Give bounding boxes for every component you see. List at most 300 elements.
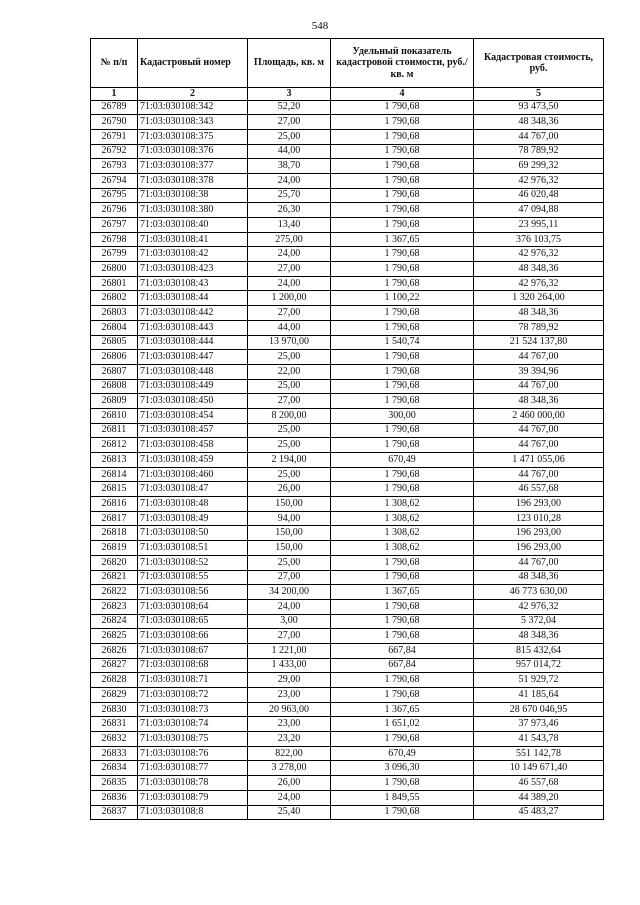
unit-value-cell: 1 367,65 — [331, 232, 474, 247]
unit-value-cell: 1 790,68 — [331, 732, 474, 747]
row-number-cell: 26815 — [91, 482, 138, 497]
table-row — [91, 614, 604, 629]
table-row — [91, 673, 604, 688]
row-number-cell: 26789 — [91, 100, 138, 115]
unit-value-cell: 670,49 — [331, 453, 474, 468]
table-row — [91, 394, 604, 409]
unit-value-cell: 1 790,68 — [331, 482, 474, 497]
unit-value-cell: 1 790,68 — [331, 599, 474, 614]
unit-value-cell: 667,84 — [331, 658, 474, 673]
cadastral-number-cell: 71:03:030108:42 — [138, 247, 248, 262]
row-number-cell: 26820 — [91, 555, 138, 570]
row-number-cell: 26809 — [91, 394, 138, 409]
cadastral-number-cell: 71:03:030108:65 — [138, 614, 248, 629]
row-number-cell: 26801 — [91, 276, 138, 291]
unit-value-cell: 1 790,68 — [331, 673, 474, 688]
table-row — [91, 658, 604, 673]
table-row — [91, 805, 604, 820]
area-cell: 25,00 — [248, 379, 331, 394]
table-row — [91, 247, 604, 262]
row-number-cell: 26794 — [91, 173, 138, 188]
area-cell: 1 221,00 — [248, 643, 331, 658]
area-cell: 20 963,00 — [248, 702, 331, 717]
cadastral-value-cell: 41 185,64 — [474, 688, 604, 703]
cadastral-value-cell: 41 543,78 — [474, 732, 604, 747]
area-cell: 23,00 — [248, 688, 331, 703]
unit-value-cell: 1 790,68 — [331, 100, 474, 115]
unit-value-cell: 1 367,65 — [331, 585, 474, 600]
unit-value-cell: 1 308,62 — [331, 511, 474, 526]
table-row — [91, 335, 604, 350]
cadastral-value-cell: 46 773 630,00 — [474, 585, 604, 600]
cadastral-number-cell: 71:03:030108:375 — [138, 129, 248, 144]
area-cell: 1 433,00 — [248, 658, 331, 673]
row-number-cell: 26828 — [91, 673, 138, 688]
unit-value-cell: 1 790,68 — [331, 379, 474, 394]
table-row — [91, 570, 604, 585]
unit-value-cell: 1 790,68 — [331, 144, 474, 159]
cadastral-value-cell: 44 767,00 — [474, 379, 604, 394]
cadastral-value-cell: 1 320 264,00 — [474, 291, 604, 306]
area-cell: 25,00 — [248, 423, 331, 438]
unit-value-cell: 1 367,65 — [331, 702, 474, 717]
unit-value-cell: 1 790,68 — [331, 350, 474, 365]
table-row — [91, 379, 604, 394]
table-row — [91, 541, 604, 556]
row-number-cell: 26829 — [91, 688, 138, 703]
row-number-cell: 26805 — [91, 335, 138, 350]
table-row — [91, 100, 604, 115]
table-body — [91, 100, 604, 820]
row-number-cell: 26830 — [91, 702, 138, 717]
cadastral-value-cell: 551 142,78 — [474, 746, 604, 761]
unit-value-cell: 1 790,68 — [331, 629, 474, 644]
table-row — [91, 643, 604, 658]
cadastral-number-cell: 71:03:030108:55 — [138, 570, 248, 585]
unit-value-cell: 1 790,68 — [331, 247, 474, 262]
cadastral-number-cell: 71:03:030108:342 — [138, 100, 248, 115]
area-cell: 44,00 — [248, 144, 331, 159]
cadastral-value-cell: 123 010,28 — [474, 511, 604, 526]
table-row — [91, 276, 604, 291]
cadastral-number-cell: 71:03:030108:458 — [138, 438, 248, 453]
table-row — [91, 629, 604, 644]
cadastral-value-cell: 196 293,00 — [474, 497, 604, 512]
cadastral-number-cell: 71:03:030108:52 — [138, 555, 248, 570]
unit-value-cell: 1 849,55 — [331, 790, 474, 805]
row-number-cell: 26827 — [91, 658, 138, 673]
cadastral-value-cell: 44 767,00 — [474, 129, 604, 144]
cadastral-number-cell: 71:03:030108:40 — [138, 218, 248, 233]
table-row — [91, 159, 604, 174]
row-number-cell: 26835 — [91, 776, 138, 791]
cadastral-value-cell: 51 929,72 — [474, 673, 604, 688]
cadastral-value-cell: 44 389,20 — [474, 790, 604, 805]
unit-value-cell: 300,00 — [331, 408, 474, 423]
unit-value-cell: 1 790,68 — [331, 188, 474, 203]
cadastral-value-cell: 42 976,32 — [474, 173, 604, 188]
unit-value-cell: 1 790,68 — [331, 467, 474, 482]
table-row — [91, 306, 604, 321]
table-row — [91, 218, 604, 233]
row-number-cell: 26821 — [91, 570, 138, 585]
table-row — [91, 438, 604, 453]
table-row — [91, 188, 604, 203]
table-row — [91, 129, 604, 144]
cadastral-number-cell: 71:03:030108:43 — [138, 276, 248, 291]
unit-value-cell: 1 790,68 — [331, 262, 474, 277]
area-cell: 24,00 — [248, 173, 331, 188]
unit-value-cell: 1 308,62 — [331, 497, 474, 512]
area-cell: 26,00 — [248, 776, 331, 791]
cadastral-number-cell: 71:03:030108:44 — [138, 291, 248, 306]
table-row — [91, 511, 604, 526]
column-number: 3 — [248, 88, 331, 101]
unit-value-cell: 1 790,68 — [331, 173, 474, 188]
row-number-cell: 26804 — [91, 320, 138, 335]
row-number-cell: 26799 — [91, 247, 138, 262]
cadastral-number-cell: 71:03:030108:343 — [138, 115, 248, 130]
table-row — [91, 453, 604, 468]
cadastral-number-cell: 71:03:030108:443 — [138, 320, 248, 335]
table-row — [91, 423, 604, 438]
row-number-cell: 26823 — [91, 599, 138, 614]
header-cadastral-value: Кадастровая стоимость, руб. — [474, 39, 604, 88]
cadastral-number-cell: 71:03:030108:444 — [138, 335, 248, 350]
unit-value-cell: 1 790,68 — [331, 115, 474, 130]
cadastral-number-cell: 71:03:030108:48 — [138, 497, 248, 512]
cadastral-number-cell: 71:03:030108:459 — [138, 453, 248, 468]
unit-value-cell: 1 790,68 — [331, 218, 474, 233]
table-row — [91, 790, 604, 805]
row-number-cell: 26826 — [91, 643, 138, 658]
column-number: 2 — [138, 88, 248, 101]
cadastral-value-cell: 196 293,00 — [474, 541, 604, 556]
table-row — [91, 350, 604, 365]
cadastral-number-cell: 71:03:030108:50 — [138, 526, 248, 541]
area-cell: 22,00 — [248, 364, 331, 379]
area-cell: 27,00 — [248, 306, 331, 321]
unit-value-cell: 1 790,68 — [331, 306, 474, 321]
unit-value-cell: 1 790,68 — [331, 129, 474, 144]
cadastral-value-cell: 48 348,36 — [474, 394, 604, 409]
cadastral-number-cell: 71:03:030108:376 — [138, 144, 248, 159]
area-cell: 27,00 — [248, 262, 331, 277]
cadastral-value-cell: 44 767,00 — [474, 350, 604, 365]
row-number-cell: 26790 — [91, 115, 138, 130]
cadastral-value-cell: 44 767,00 — [474, 467, 604, 482]
area-cell: 25,00 — [248, 555, 331, 570]
column-number: 1 — [91, 88, 138, 101]
cadastral-number-cell: 71:03:030108:72 — [138, 688, 248, 703]
area-cell: 26,00 — [248, 482, 331, 497]
column-number: 4 — [331, 88, 474, 101]
area-cell: 150,00 — [248, 497, 331, 512]
cadastral-number-cell: 71:03:030108:442 — [138, 306, 248, 321]
table-row — [91, 115, 604, 130]
cadastral-number-cell: 71:03:030108:377 — [138, 159, 248, 174]
row-number-cell: 26803 — [91, 306, 138, 321]
area-cell: 8 200,00 — [248, 408, 331, 423]
table-row — [91, 732, 604, 747]
row-number-cell: 26796 — [91, 203, 138, 218]
table-row — [91, 467, 604, 482]
cadastral-value-cell: 957 014,72 — [474, 658, 604, 673]
header-unit-value: Удельный показатель кадастровой стоимости, руб./кв. м — [331, 39, 474, 88]
table-column-numbers-row — [91, 88, 604, 101]
unit-value-cell: 667,84 — [331, 643, 474, 658]
table-row — [91, 585, 604, 600]
table-header-row — [91, 39, 604, 88]
area-cell: 27,00 — [248, 629, 331, 644]
unit-value-cell: 1 790,68 — [331, 276, 474, 291]
area-cell: 25,00 — [248, 350, 331, 365]
table-row — [91, 746, 604, 761]
area-cell: 38,70 — [248, 159, 331, 174]
unit-value-cell: 1 790,68 — [331, 570, 474, 585]
row-number-cell: 26802 — [91, 291, 138, 306]
row-number-cell: 26800 — [91, 262, 138, 277]
cadastral-number-cell: 71:03:030108:78 — [138, 776, 248, 791]
unit-value-cell: 1 790,68 — [331, 423, 474, 438]
table-row — [91, 776, 604, 791]
cadastral-value-cell: 46 557,68 — [474, 776, 604, 791]
cadastral-number-cell: 71:03:030108:380 — [138, 203, 248, 218]
area-cell: 23,20 — [248, 732, 331, 747]
cadastral-number-cell: 71:03:030108:454 — [138, 408, 248, 423]
cadastral-number-cell: 71:03:030108:47 — [138, 482, 248, 497]
unit-value-cell: 1 790,68 — [331, 805, 474, 820]
cadastral-value-cell: 44 767,00 — [474, 438, 604, 453]
unit-value-cell: 1 540,74 — [331, 335, 474, 350]
unit-value-cell: 1 790,68 — [331, 555, 474, 570]
table-row — [91, 482, 604, 497]
unit-value-cell: 1 100,22 — [331, 291, 474, 306]
table-row — [91, 702, 604, 717]
area-cell: 29,00 — [248, 673, 331, 688]
cadastral-value-cell: 46 020,48 — [474, 188, 604, 203]
row-number-cell: 26795 — [91, 188, 138, 203]
area-cell: 275,00 — [248, 232, 331, 247]
cadastral-number-cell: 71:03:030108:447 — [138, 350, 248, 365]
row-number-cell: 26817 — [91, 511, 138, 526]
area-cell: 25,00 — [248, 438, 331, 453]
area-cell: 150,00 — [248, 541, 331, 556]
area-cell: 25,40 — [248, 805, 331, 820]
cadastral-value-table — [90, 38, 604, 820]
unit-value-cell: 1 308,62 — [331, 526, 474, 541]
area-cell: 25,00 — [248, 467, 331, 482]
cadastral-number-cell: 71:03:030108:38 — [138, 188, 248, 203]
cadastral-number-cell: 71:03:030108:41 — [138, 232, 248, 247]
cadastral-number-cell: 71:03:030108:51 — [138, 541, 248, 556]
row-number-cell: 26811 — [91, 423, 138, 438]
area-cell: 23,00 — [248, 717, 331, 732]
row-number-cell: 26836 — [91, 790, 138, 805]
cadastral-value-cell: 10 149 671,40 — [474, 761, 604, 776]
unit-value-cell: 3 096,30 — [331, 761, 474, 776]
row-number-cell: 26818 — [91, 526, 138, 541]
row-number-cell: 26812 — [91, 438, 138, 453]
unit-value-cell: 1 790,68 — [331, 438, 474, 453]
header-row-number: № п/п — [91, 39, 138, 88]
area-cell: 25,00 — [248, 129, 331, 144]
cadastral-value-cell: 815 432,64 — [474, 643, 604, 658]
unit-value-cell: 1 790,68 — [331, 159, 474, 174]
table-row — [91, 408, 604, 423]
cadastral-value-cell: 21 524 137,80 — [474, 335, 604, 350]
unit-value-cell: 1 651,02 — [331, 717, 474, 732]
cadastral-value-cell: 93 473,50 — [474, 100, 604, 115]
cadastral-number-cell: 71:03:030108:460 — [138, 467, 248, 482]
area-cell: 13 970,00 — [248, 335, 331, 350]
cadastral-value-cell: 48 348,36 — [474, 306, 604, 321]
page-number: 548 — [311, 20, 329, 32]
area-cell: 27,00 — [248, 570, 331, 585]
area-cell: 13,40 — [248, 218, 331, 233]
area-cell: 822,00 — [248, 746, 331, 761]
cadastral-value-cell: 2 460 000,00 — [474, 408, 604, 423]
cadastral-number-cell: 71:03:030108:76 — [138, 746, 248, 761]
row-number-cell: 26837 — [91, 805, 138, 820]
row-number-cell: 26798 — [91, 232, 138, 247]
cadastral-value-cell: 46 557,68 — [474, 482, 604, 497]
row-number-cell: 26814 — [91, 467, 138, 482]
unit-value-cell: 1 790,68 — [331, 776, 474, 791]
area-cell: 24,00 — [248, 247, 331, 262]
cadastral-value-cell: 44 767,00 — [474, 423, 604, 438]
row-number-cell: 26808 — [91, 379, 138, 394]
cadastral-number-cell: 71:03:030108:74 — [138, 717, 248, 732]
area-cell: 25,70 — [248, 188, 331, 203]
cadastral-value-cell: 48 348,36 — [474, 115, 604, 130]
row-number-cell: 26797 — [91, 218, 138, 233]
cadastral-value-cell: 78 789,92 — [474, 320, 604, 335]
area-cell: 24,00 — [248, 276, 331, 291]
area-cell: 94,00 — [248, 511, 331, 526]
cadastral-number-cell: 71:03:030108:423 — [138, 262, 248, 277]
cadastral-number-cell: 71:03:030108:49 — [138, 511, 248, 526]
table-row — [91, 262, 604, 277]
cadastral-value-cell: 42 976,32 — [474, 276, 604, 291]
table-row — [91, 599, 604, 614]
cadastral-value-cell: 5 372,04 — [474, 614, 604, 629]
row-number-cell: 26825 — [91, 629, 138, 644]
area-cell: 1 200,00 — [248, 291, 331, 306]
cadastral-number-cell: 71:03:030108:79 — [138, 790, 248, 805]
cadastral-value-cell: 37 973,46 — [474, 717, 604, 732]
row-number-cell: 26792 — [91, 144, 138, 159]
table-row — [91, 144, 604, 159]
cadastral-number-cell: 71:03:030108:75 — [138, 732, 248, 747]
row-number-cell: 26834 — [91, 761, 138, 776]
cadastral-number-cell: 71:03:030108:8 — [138, 805, 248, 820]
unit-value-cell: 1 790,68 — [331, 614, 474, 629]
area-cell: 27,00 — [248, 115, 331, 130]
table-row — [91, 526, 604, 541]
column-number: 5 — [474, 88, 604, 101]
table-row — [91, 688, 604, 703]
unit-value-cell: 1 790,68 — [331, 203, 474, 218]
unit-value-cell: 1 308,62 — [331, 541, 474, 556]
cadastral-value-cell: 23 995,11 — [474, 218, 604, 233]
unit-value-cell: 1 790,68 — [331, 394, 474, 409]
unit-value-cell: 1 790,68 — [331, 688, 474, 703]
cadastral-number-cell: 71:03:030108:73 — [138, 702, 248, 717]
area-cell: 24,00 — [248, 790, 331, 805]
cadastral-value-cell: 1 471 055,06 — [474, 453, 604, 468]
row-number-cell: 26833 — [91, 746, 138, 761]
cadastral-value-cell: 78 789,92 — [474, 144, 604, 159]
cadastral-value-cell: 48 348,36 — [474, 629, 604, 644]
row-number-cell: 26824 — [91, 614, 138, 629]
cadastral-number-cell: 71:03:030108:77 — [138, 761, 248, 776]
cadastral-value-cell: 42 976,32 — [474, 599, 604, 614]
row-number-cell: 26819 — [91, 541, 138, 556]
cadastral-value-cell: 48 348,36 — [474, 262, 604, 277]
table-row — [91, 761, 604, 776]
cadastral-value-cell: 376 103,75 — [474, 232, 604, 247]
cadastral-number-cell: 71:03:030108:449 — [138, 379, 248, 394]
table-row — [91, 364, 604, 379]
area-cell: 44,00 — [248, 320, 331, 335]
cadastral-number-cell: 71:03:030108:378 — [138, 173, 248, 188]
row-number-cell: 26791 — [91, 129, 138, 144]
cadastral-number-cell: 71:03:030108:56 — [138, 585, 248, 600]
unit-value-cell: 670,49 — [331, 746, 474, 761]
table-row — [91, 555, 604, 570]
row-number-cell: 26806 — [91, 350, 138, 365]
table-row — [91, 203, 604, 218]
cadastral-value-cell: 69 299,32 — [474, 159, 604, 174]
table-row — [91, 173, 604, 188]
cadastral-value-cell: 28 670 046,95 — [474, 702, 604, 717]
cadastral-value-cell: 48 348,36 — [474, 570, 604, 585]
area-cell: 52,20 — [248, 100, 331, 115]
area-cell: 3 278,00 — [248, 761, 331, 776]
cadastral-value-cell: 39 394,96 — [474, 364, 604, 379]
cadastral-value-cell: 47 094,88 — [474, 203, 604, 218]
area-cell: 2 194,00 — [248, 453, 331, 468]
table-row — [91, 291, 604, 306]
row-number-cell: 26810 — [91, 408, 138, 423]
area-cell: 24,00 — [248, 599, 331, 614]
area-cell: 3,00 — [248, 614, 331, 629]
row-number-cell: 26793 — [91, 159, 138, 174]
row-number-cell: 26816 — [91, 497, 138, 512]
cadastral-number-cell: 71:03:030108:68 — [138, 658, 248, 673]
cadastral-number-cell: 71:03:030108:448 — [138, 364, 248, 379]
row-number-cell: 26831 — [91, 717, 138, 732]
area-cell: 27,00 — [248, 394, 331, 409]
header-cadastral-number: Кадастровый номер — [138, 39, 248, 88]
cadastral-value-cell: 42 976,32 — [474, 247, 604, 262]
unit-value-cell: 1 790,68 — [331, 320, 474, 335]
area-cell: 150,00 — [248, 526, 331, 541]
area-cell: 26,30 — [248, 203, 331, 218]
cadastral-number-cell: 71:03:030108:67 — [138, 643, 248, 658]
row-number-cell: 26807 — [91, 364, 138, 379]
cadastral-number-cell: 71:03:030108:450 — [138, 394, 248, 409]
cadastral-number-cell: 71:03:030108:66 — [138, 629, 248, 644]
unit-value-cell: 1 790,68 — [331, 364, 474, 379]
table-row — [91, 232, 604, 247]
cadastral-number-cell: 71:03:030108:71 — [138, 673, 248, 688]
cadastral-number-cell: 71:03:030108:64 — [138, 599, 248, 614]
row-number-cell: 26822 — [91, 585, 138, 600]
cadastral-value-cell: 196 293,00 — [474, 526, 604, 541]
table-row — [91, 320, 604, 335]
